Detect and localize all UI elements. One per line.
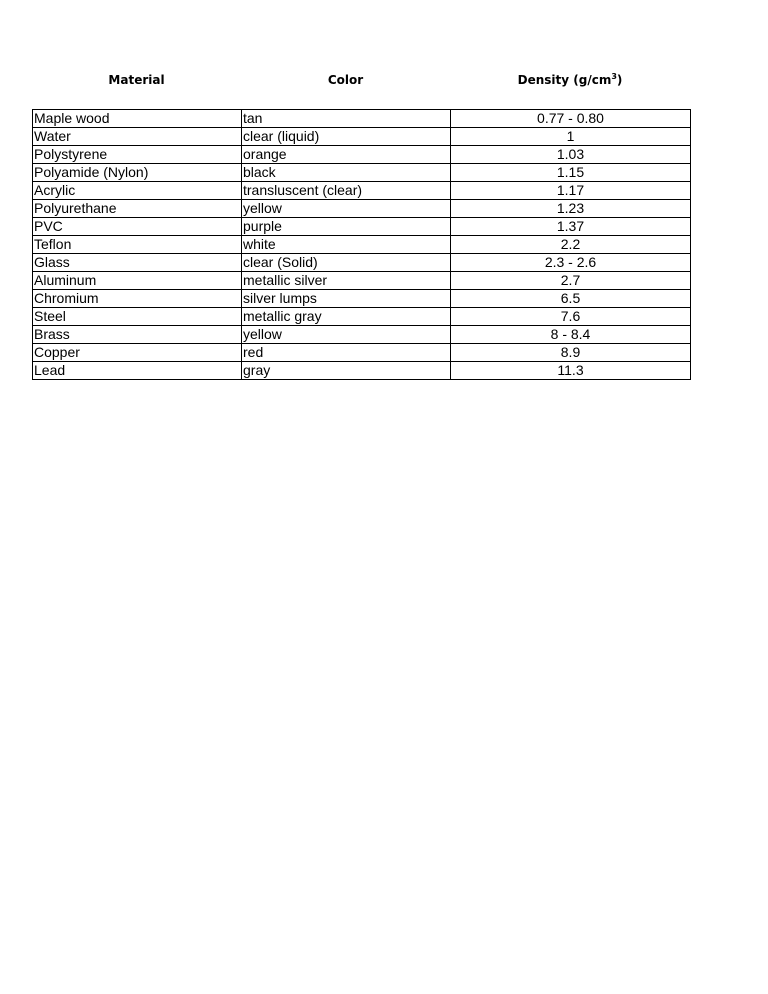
material-cell: PVC xyxy=(33,218,242,236)
table-row xyxy=(33,308,691,326)
material-cell: Glass xyxy=(33,254,242,272)
color-cell: yellow xyxy=(242,200,451,218)
color-cell: gray xyxy=(242,362,451,380)
density-cell: 2.3 - 2.6 xyxy=(451,254,691,272)
density-cell: 8.9 xyxy=(451,344,691,362)
color-cell: orange xyxy=(242,146,451,164)
table-row xyxy=(33,362,691,380)
color-cell: tan xyxy=(242,110,451,128)
material-cell: Polyamide (Nylon) xyxy=(33,164,242,182)
header-color: Color xyxy=(327,73,364,87)
table-row xyxy=(33,110,691,128)
table-row xyxy=(33,326,691,344)
material-cell: Copper xyxy=(33,344,242,362)
table-row xyxy=(33,290,691,308)
material-cell: Maple wood xyxy=(33,110,242,128)
table-row xyxy=(33,200,691,218)
material-cell: Polystyrene xyxy=(33,146,242,164)
header-density xyxy=(450,70,690,90)
table-row xyxy=(33,254,691,272)
color-cell: clear (liquid) xyxy=(242,128,451,146)
density-cell: 11.3 xyxy=(451,362,691,380)
density-cell: 1.15 xyxy=(451,164,691,182)
table-header-row xyxy=(32,70,690,90)
table-row xyxy=(33,128,691,146)
density-cell: 0.77 - 0.80 xyxy=(451,110,691,128)
header-density-close: ) xyxy=(616,73,623,87)
color-cell: red xyxy=(242,344,451,362)
density-cell: 1.03 xyxy=(451,146,691,164)
density-cell: 1.23 xyxy=(451,200,691,218)
color-cell: silver lumps xyxy=(242,290,451,308)
color-cell: white xyxy=(242,236,451,254)
table-row xyxy=(33,218,691,236)
table-row xyxy=(33,146,691,164)
material-cell: Chromium xyxy=(33,290,242,308)
material-cell: Steel xyxy=(33,308,242,326)
density-cell: 1.17 xyxy=(451,182,691,200)
material-cell: Polyurethane xyxy=(33,200,242,218)
material-cell: Teflon xyxy=(33,236,242,254)
color-cell: black xyxy=(242,164,451,182)
table-row xyxy=(33,236,691,254)
materials-table xyxy=(32,109,691,380)
color-cell: yellow xyxy=(242,326,451,344)
table-row xyxy=(33,344,691,362)
color-cell: metallic silver xyxy=(242,272,451,290)
color-cell: purple xyxy=(242,218,451,236)
material-cell: Water xyxy=(33,128,242,146)
color-cell: metallic gray xyxy=(242,308,451,326)
density-cell: 6.5 xyxy=(451,290,691,308)
header-material: Material xyxy=(108,73,165,87)
density-cell: 2.2 xyxy=(451,236,691,254)
color-cell: transluscent (clear) xyxy=(242,182,451,200)
color-cell: clear (Solid) xyxy=(242,254,451,272)
density-cell: 2.7 xyxy=(451,272,691,290)
material-cell: Aluminum xyxy=(33,272,242,290)
density-cell: 1.37 xyxy=(451,218,691,236)
table-row xyxy=(33,272,691,290)
density-cell: 1 xyxy=(451,128,691,146)
header-density-exponent: 3 xyxy=(611,72,617,81)
material-cell: Acrylic xyxy=(33,182,242,200)
header-density-label: Density (g/cm xyxy=(517,73,612,87)
material-cell: Brass xyxy=(33,326,242,344)
table-row xyxy=(33,164,691,182)
table-row xyxy=(33,182,691,200)
density-cell: 7.6 xyxy=(451,308,691,326)
material-cell: Lead xyxy=(33,362,242,380)
density-cell: 8 - 8.4 xyxy=(451,326,691,344)
